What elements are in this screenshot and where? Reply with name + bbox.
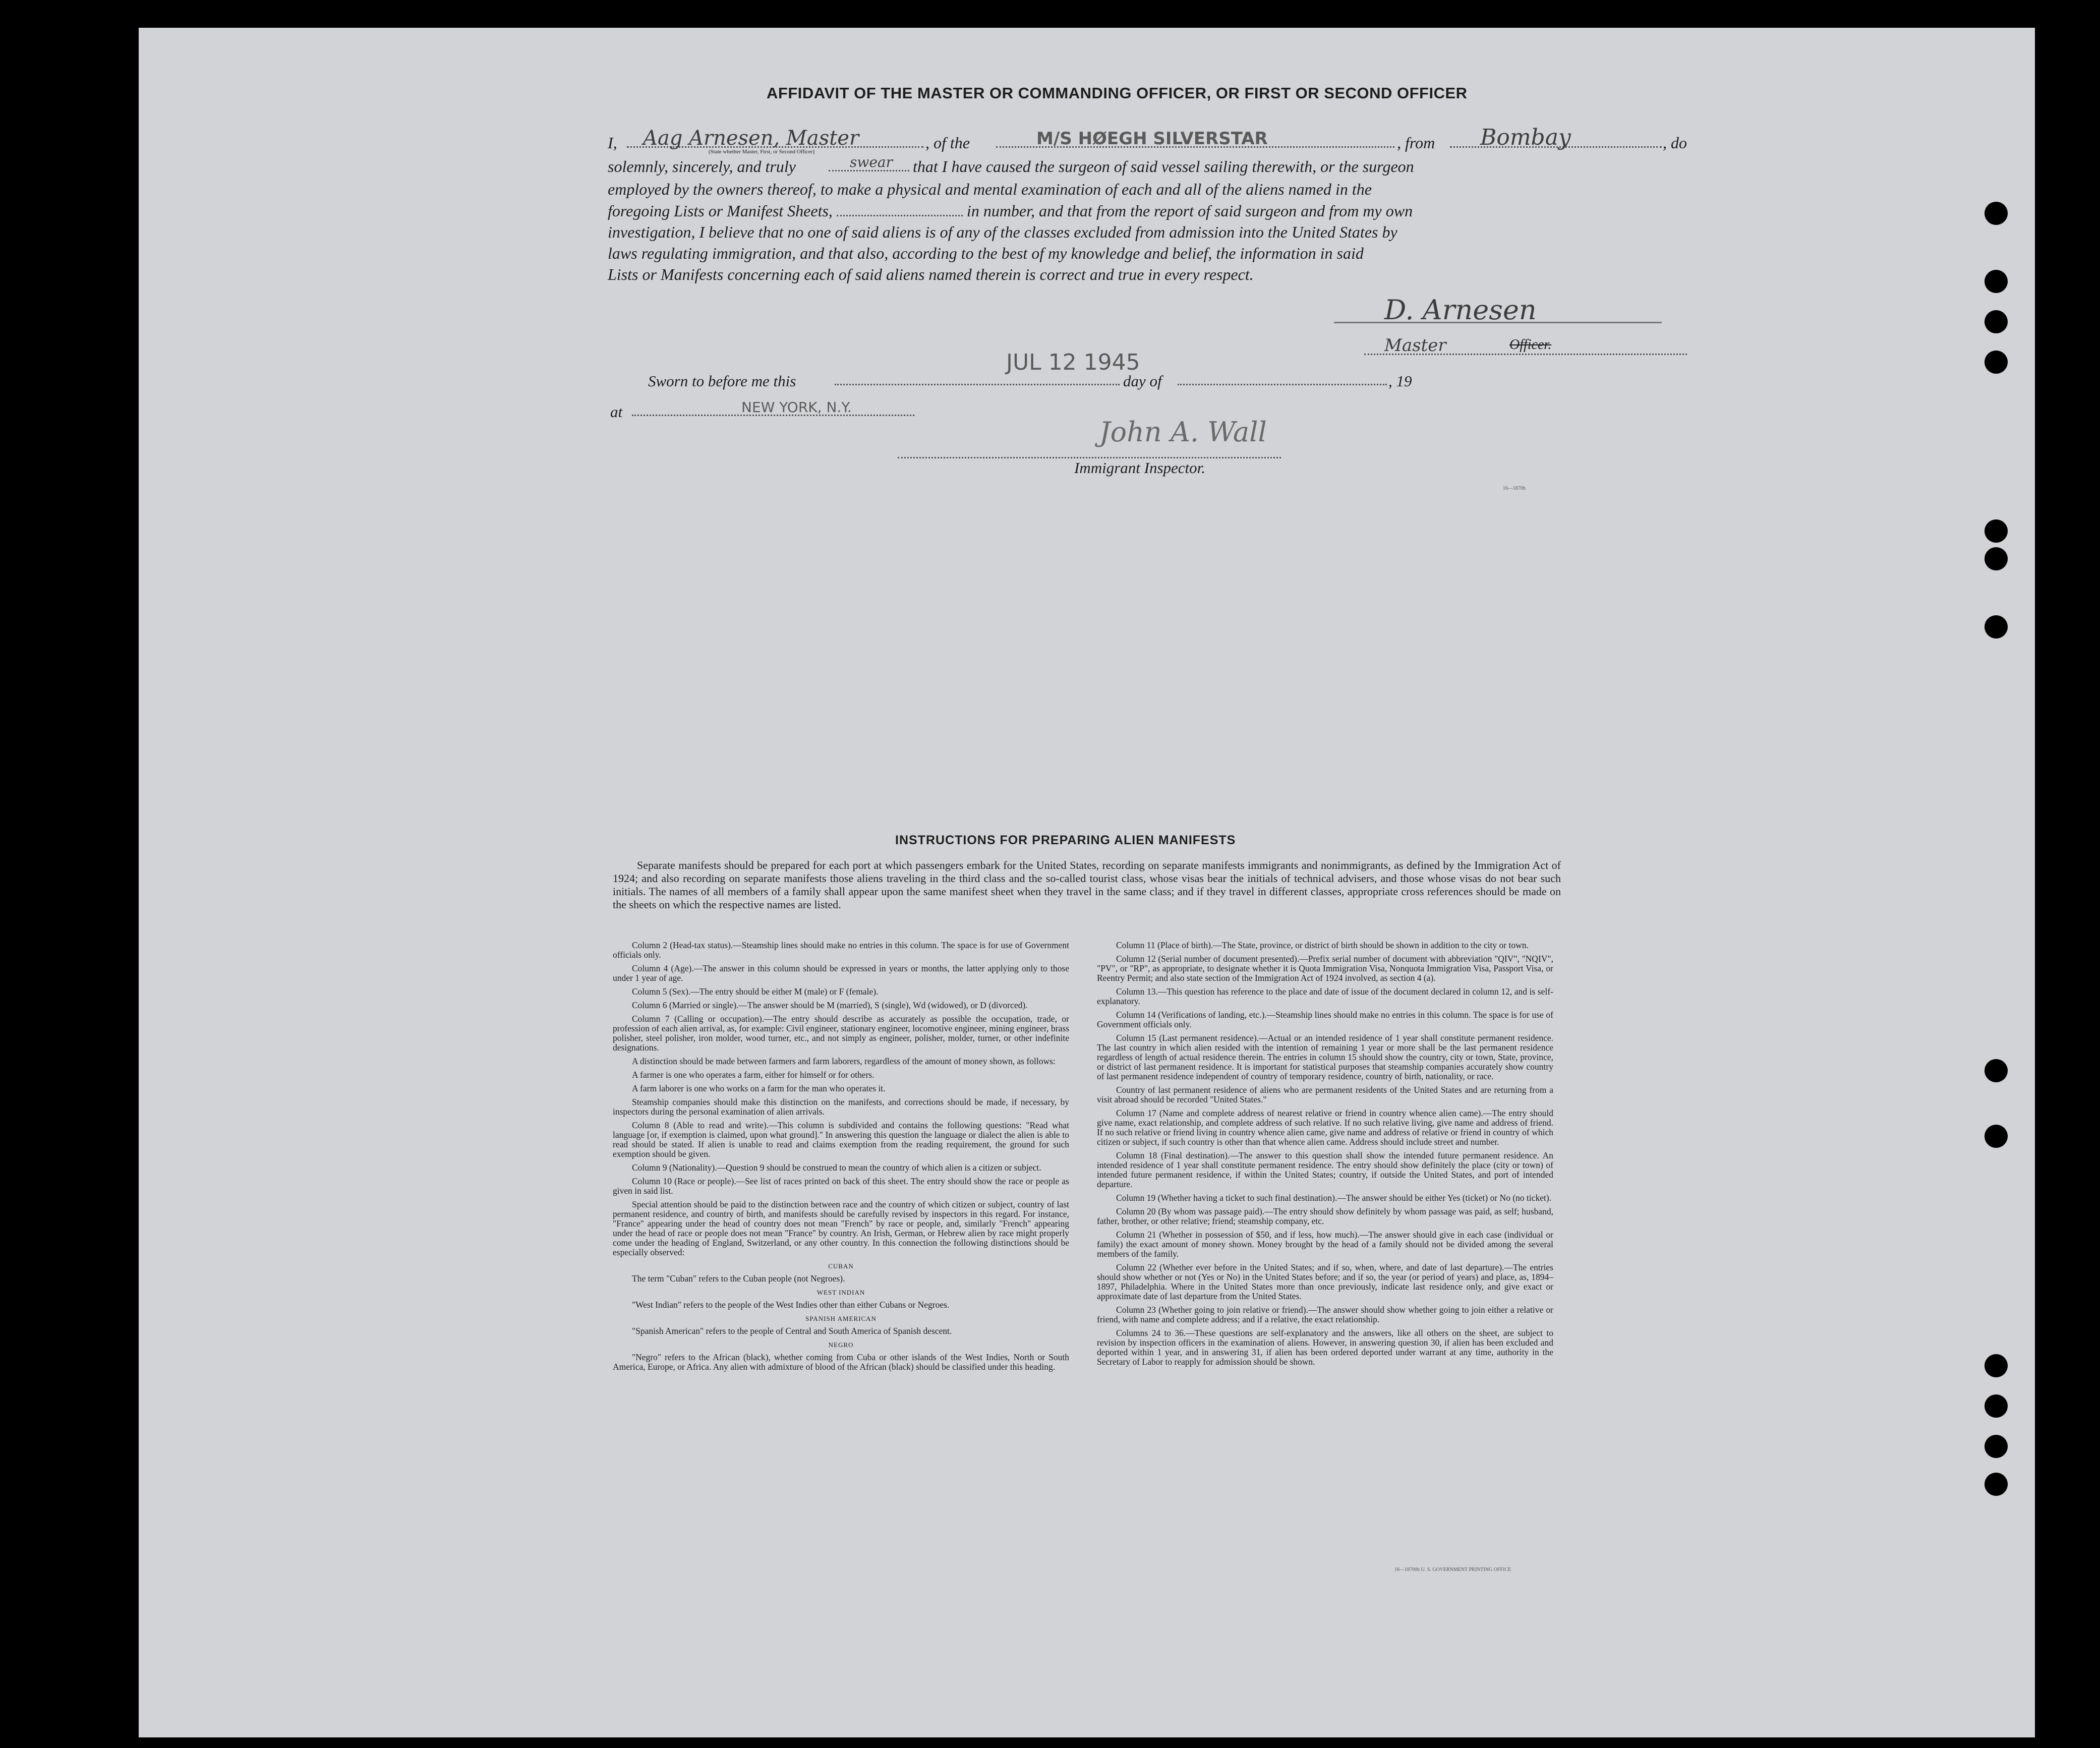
right-paragraph: Column 17 (Name and complete address of nearest relative or friend in country whence alien came).—The entry should give name, exact relationship, and complete address of such relative. If no such relative living, give name and address of friend. If no such relative or friend living in country whence alien came, give name and address of relative or friend in country of which citizen or subject, if such country is other than that whence alien came. Address should include street and number. — [1097, 1108, 1553, 1147]
right-paragraph: Column 19 (Whether having a ticket to such final destination).—The answer should be either Yes (ticket) or No (no ticket). — [1116, 1193, 1552, 1203]
left-paragraph: Column 5 (Sex).—The entry should be either M (male) or F (female). — [632, 986, 879, 997]
west-indian-definition: "West Indian" refers to the people of the West Indies other than either Cubans or Negroes. — [632, 1300, 950, 1310]
cuban-definition: The term "Cuban" refers to the Cuban people (not Negroes). — [632, 1273, 845, 1284]
affidavit-i: I, — [608, 134, 617, 152]
instructions-right-column — [1097, 941, 1553, 1371]
binder-hole — [1985, 1059, 2008, 1082]
officer-name-handwritten: Aag Arnesen, Master — [643, 127, 859, 150]
west-indian-heading: WEST INDIAN — [816, 1289, 865, 1296]
left-paragraph: A farm laborer is one who works on a farm for the man who operates it. — [632, 1083, 886, 1093]
right-paragraph: Column 22 (Whether ever before in the United States; and if so, when, where, and date of last departure).—The entries should show whether or not (Yes or No) in the United States before; and if so, the year (or period of years) and place, as, 1894–1897, Philadelphia. Where in the United States more than once previously, indicate last residence only, and give exact or approximate date of last departure from the United States. — [1097, 1262, 1553, 1301]
affidavit-solemnly: solemnly, sincerely, and truly — [608, 157, 796, 176]
right-paragraph: Column 15 (Last permanent residence).—Actual or an intended residence of 1 year shall constitute permanent residence. The last country in which alien resided with the intention of remaining 1 year or more shall be the last permanent residence regardless of length of actual residence therein. The entries in column 15 should show the country, city or town, State, province, or district of last permanent residence. It is important for statistical purposes that steamship companies accurately show country of last permanent residence independent of country of temporary residence, country of birth, nationality, or race. — [1097, 1033, 1553, 1081]
binder-hole — [1985, 310, 2008, 333]
place-stamp: NEW YORK, N.Y. — [741, 399, 852, 416]
instructions-intro: Separate manifests should be prepared for each port at which passengers embark for the United States, recording on separate manifests immigrants and nonimmigrants, as defined by the Immigration Act of 1924; and also recording on separate manifests those aliens traveling in the third class and the so-called tourist class, whose visas bear the initials of technical advisers, and those whose visas do not bear such initials. The names of all members of a family shall appear upon the same manifest sheet when they travel in the same class; and if they travel in different classes, appropriate cross references should be made on the sheets on which the respective names are listed. — [613, 859, 1561, 911]
day-of-text: day of — [1123, 372, 1162, 390]
spanish-american-definition: "Spanish American" refers to the people of Central and South America of Spanish descent. — [632, 1326, 952, 1336]
left-paragraph: Column 2 (Head-tax status).—Steamship lines should make no entries in this column. The space is for use of Government officials only. — [613, 940, 1069, 960]
binder-hole — [1985, 1435, 2008, 1458]
spanish-american-heading: SPANISH AMERICAN — [805, 1315, 877, 1322]
affidavit-title: AFFIDAVIT OF THE MASTER OR COMMANDING OFFICER, OR FIRST OR SECOND OFFICER — [767, 84, 1468, 102]
instructions-left-column — [613, 941, 1069, 1376]
instructions-title: INSTRUCTIONS FOR PREPARING ALIEN MANIFESTS — [895, 833, 1236, 847]
date-stamp: JUL 12 1945 — [1006, 349, 1140, 375]
affidavit-body-6: Lists or Manifests concerning each of said aliens named therein is correct and true in every respect. — [608, 265, 1254, 283]
sworn-text: Sworn to before me this — [648, 372, 796, 390]
affidavit-body — [608, 179, 1677, 285]
right-paragraph: Column 12 (Serial number of document presented).—Prefix serial number of document with abbreviation "QIV", "NQIV", "PV", or "RP", as appropriate, to designate whether it is Quota Immigration Visa, Nonquota Immigration Visa, Passport Visa, or Reentry Permit; and also state section of the Immigration Act of 1924 involved, as section 4 (a). — [1097, 954, 1553, 983]
left-paragraph: Column 6 (Married or single).—The answer should be M (married), S (single), Wd (widowed), or D (divorced). — [632, 1000, 1028, 1010]
binder-hole — [1985, 519, 2008, 543]
binder-hole — [1985, 615, 2008, 638]
left-paragraph: Column 9 (Nationality).—Question 9 should be construed to mean the country of which alien is a citizen or subject. — [632, 1162, 1041, 1173]
document-sheet — [139, 28, 2035, 1737]
affidavit-body-3 — [608, 200, 1677, 221]
right-paragraph: Country of last permanent residence of aliens who are permanent residents of the United States and are returning from a visit abroad should be recorded "United States." — [1097, 1085, 1553, 1104]
left-paragraph: A farmer is one who operates a farm, either for himself or for others. — [632, 1070, 874, 1080]
binder-hole — [1985, 547, 2008, 570]
binder-hole — [1985, 351, 2008, 374]
number-fill-line — [837, 200, 963, 216]
binder-hole — [1985, 1473, 2008, 1496]
port-handwritten: Bombay — [1480, 125, 1571, 150]
left-paragraph: Special attention should be paid to the distinction between race and the country of which citizen or subject, country of last permanent residence, and country of birth, and manifests should be carefully revised by inspectors in this regard. For instance, "France" appearing under the head of country does not mean "French" by race or people, and, similarly "French" appearing under the head of race or people does not mean "France" by country. An Irish, German, or Hebrew alien by race might properly come under the heading of England, Switzerland, or any other country. In this connection the following distinctions should be especially observed: — [613, 1199, 1069, 1257]
binder-hole — [1985, 270, 2008, 293]
left-paragraph: Column 7 (Calling or occupation).—The entry should describe as accurately as possible the occupation, trade, or profession of each alien arrival, as, for example: Civil engineer, stationary engineer, locomotive engineer, mining engineer, brass polisher, steel polisher, iron molder, wood turner, etc., and not simply as engineer, polisher, molder, turner, or other indefinite designations. — [613, 1014, 1069, 1053]
binder-hole — [1985, 1354, 2008, 1377]
inspector-line — [898, 457, 1281, 458]
affidavit-body-3a: foregoing Lists or Manifest Sheets, — [608, 202, 833, 220]
affidavit-body-3b: in number, and that from the report of said surgeon and from my own — [966, 202, 1413, 220]
right-paragraph: Column 20 (By whom was passage paid).—The entry should show definitely by whom passage was paid, as self; husband, father, brother, or other relative; friend; steamship company, etc. — [1097, 1206, 1553, 1226]
title-written: Master — [1384, 335, 1446, 356]
affidavit-body-2: employed by the owners thereof, to make a physical and mental examination of each and all of the aliens named in the — [608, 180, 1372, 198]
officer-hint: (State whether Master, First, or Second Officer) — [709, 149, 815, 155]
right-paragraph: Columns 24 to 36.—These questions are self-explanatory and the answers, like all others on the sheet, are subject to revision by inspection officers in the examination of aliens. However, in answering question 30, if alien has been excluded and deported within 1 year, and in answering 31, if alien has been ordered deported under warrant at any time, authority in the Secretary of Labor to reapply for admission should be shown. — [1097, 1328, 1553, 1367]
left-paragraph: Column 10 (Race or people).—See list of races printed on back of this sheet. The entry should show the race or people as given in said list. — [613, 1176, 1069, 1196]
oath-handwritten: swear — [850, 154, 893, 170]
sworn-month-line — [1178, 384, 1387, 385]
cuban-heading: CUBAN — [828, 1262, 854, 1270]
affidavit-of-the: , of the — [925, 134, 970, 152]
binder-hole — [1985, 202, 2008, 225]
inspector-signature: John A. Wall — [1099, 416, 1267, 448]
affidavit-body-4: investigation, I believe that no one of said aliens is of any of the classes excluded from admission into the United States by — [608, 223, 1397, 241]
vessel-stamp: M/S HØEGH SILVERSTAR — [1036, 129, 1268, 149]
left-paragraph: Column 4 (Age).—The answer in this column should be expressed in years or months, the latter applying only to those under 1 year of age. — [613, 963, 1069, 983]
left-paragraph: Column 8 (Able to read and write).—This column is subdivided and contains the following questions: "Read what language [or, if exemption is claimed, upon what ground]." In answering this question the language or dialect the alien is able to read should be stated. If alien is unable to read and claims exemption from the reading requirement, the ground for such exemption should be given. — [613, 1120, 1069, 1159]
right-paragraph: Column 13.—This question has reference to the place and date of issue of the document declared in column 12, and is self-explanatory. — [1097, 986, 1553, 1006]
right-paragraph: Column 23 (Whether going to join relative or friend).—The answer should show whether going to join either a relative or friend, with name and complete address; and if a relative, the exact relationship. — [1097, 1305, 1553, 1324]
instructions-footer: 16—18700b U. S. GOVERNMENT PRINTING OFFICE — [1394, 1567, 1511, 1572]
inspector-label: Immigrant Inspector. — [1074, 459, 1206, 477]
affidavit-body-5: laws regulating immigration, and that also, according to the best of my knowledge and belief, the information in said — [608, 244, 1364, 262]
right-paragraph: Column 21 (Whether in possession of $50, and if less, how much).—The answer should give in each case (individual or family) the exact amount of money shown. Money brought by the head of a family should not be divided among the several members of the family. — [1097, 1230, 1553, 1259]
affidavit-from: , from — [1397, 134, 1435, 152]
year-prefix: , 19 — [1388, 372, 1412, 390]
master-signature: D. Arnesen — [1384, 294, 1537, 326]
binder-hole — [1985, 1125, 2008, 1148]
sworn-day-line — [835, 384, 1120, 385]
affidavit-do: , do — [1663, 134, 1687, 152]
left-paragraph: Steamship companies should make this distinction on the manifests, and corrections should be made, if necessary, by inspectors during the personal examination of alien arrivals. — [613, 1097, 1069, 1117]
at-text: at — [610, 403, 623, 421]
affidavit-body-1: that I have caused the surgeon of said vessel sailing therewith, or the surgeon — [913, 157, 1414, 176]
right-paragraph: Column 11 (Place of birth).—The State, province, or district of birth should be shown in addition to the city or town. — [1116, 940, 1529, 950]
binder-hole — [1985, 1394, 2008, 1418]
right-paragraph: Column 18 (Final destination).—The answer to this question shall show the intended future permanent residence. An intended residence of 1 year shall constitute permanent residence. The entry should show definitely the place (city or town) of intended future permanent residence, if within the United States; country, if outside the United States, and port of intended departure. — [1097, 1150, 1553, 1189]
left-paragraph: A distinction should be made between farmers and farm laborers, regardless of the amount of money shown, as follows: — [632, 1056, 1056, 1066]
negro-definition: "Negro" refers to the African (black), whether coming from Cuba or other islands of the West Indies, North or South America, Europe, or Africa. Any alien with admixture of blood of the African (black) should be classified under this heading. — [613, 1352, 1069, 1372]
affidavit-form-number: 16—1870b — [1503, 486, 1526, 491]
right-paragraph: Column 14 (Verifications of landing, etc.).—Steamship lines should make no entries in this column. The space is for use of Government officials only. — [1097, 1010, 1553, 1029]
title-struck: Officer. — [1509, 337, 1552, 353]
negro-heading: NEGRO — [828, 1341, 854, 1349]
